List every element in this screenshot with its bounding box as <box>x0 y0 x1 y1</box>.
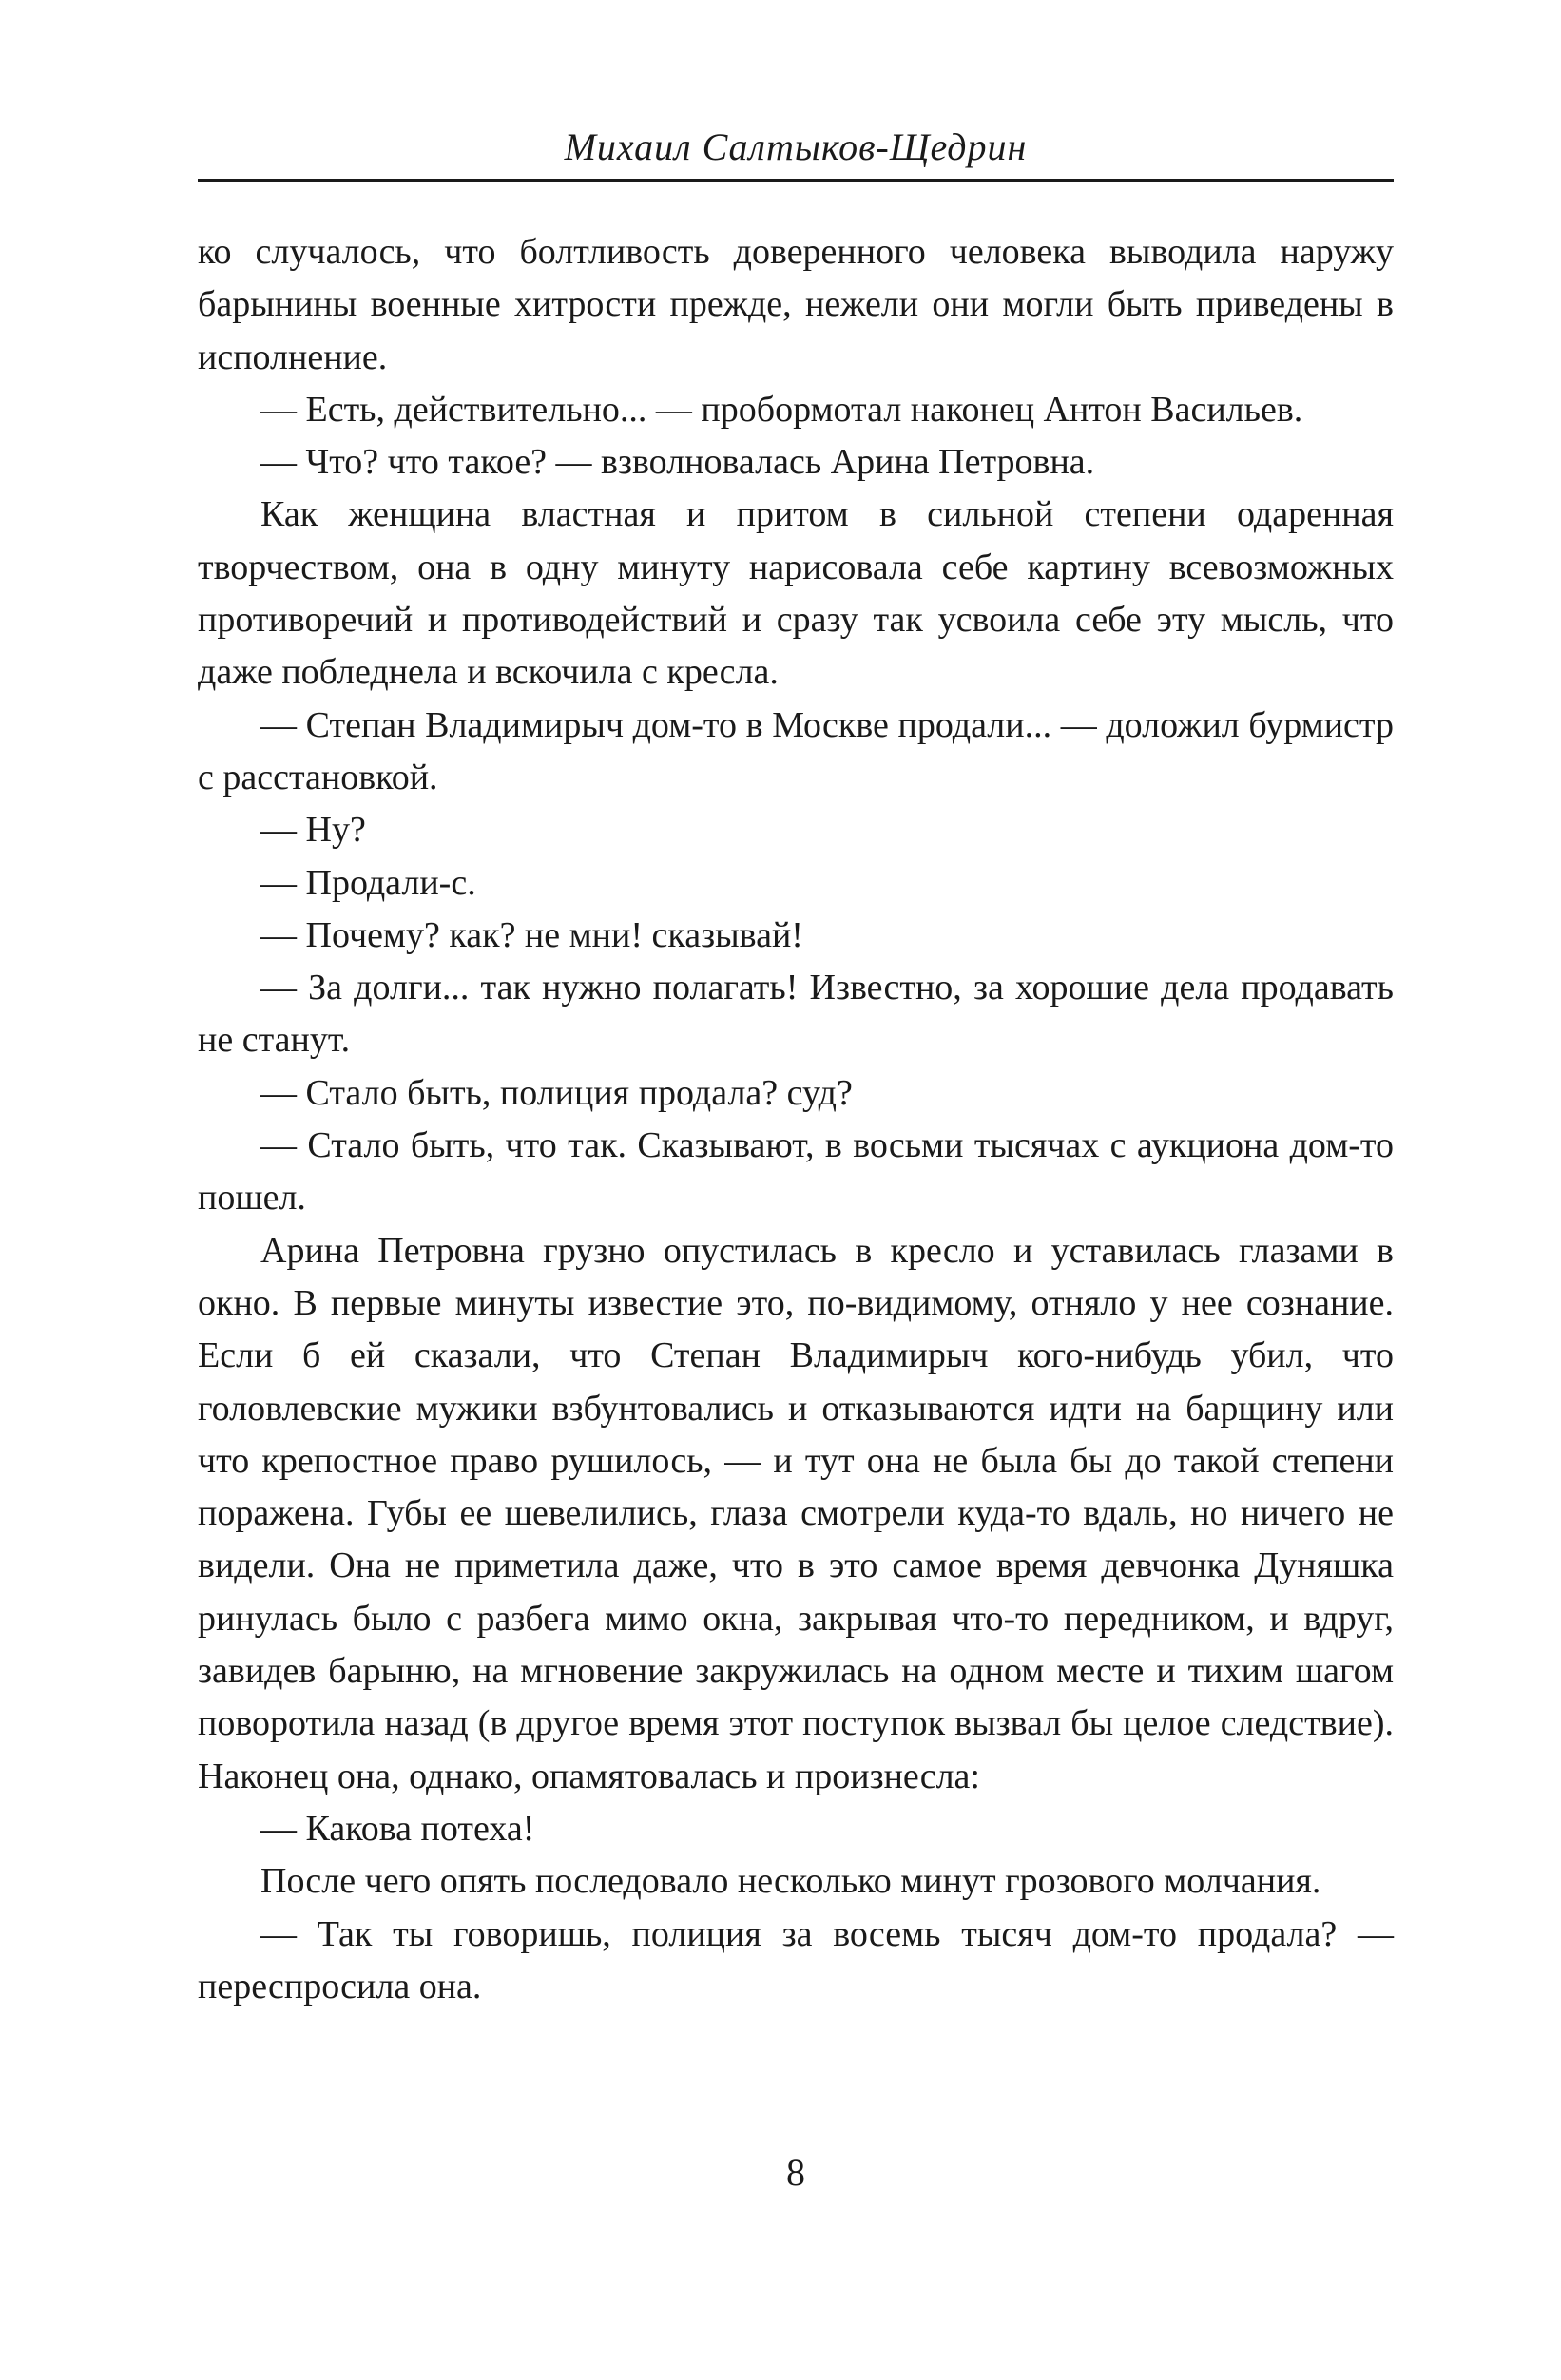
paragraph: ко случалось, что болтливость доверенного человека выводила наружу барынины военные хитрости прежде, нежели они могли быть приведены в исполнение. <box>198 232 1394 377</box>
page-number: 8 <box>786 2151 805 2194</box>
paragraph: — Продали-с. <box>260 862 476 903</box>
paragraph: — Какова потеха! <box>260 1808 535 1849</box>
paragraph: — Стало быть, полиция продала? суд? <box>260 1072 853 1113</box>
paragraph: — Степан Владимирыч дом-то в Москве продали... — доложил бурмистр с расстановкой. <box>198 704 1394 797</box>
running-head-author: Михаил Салтыков-Щедрин <box>564 125 1028 168</box>
paragraph: После чего опять последовало несколько минут грозового молчания. <box>260 1861 1321 1902</box>
paragraph: — Что? что такое? — взволновалась Арина Петровна. <box>260 442 1095 483</box>
paragraph: Арина Петровна грузно опустилась в кресло и уставилась глазами в окно. В первые минуты известие это, по-видимому, отняло у нее сознание. Если б ей сказали, что Степан Владимирыч кого-нибудь убил, что головлевские мужики взбунтовались и отказываются идти на барщину или что крепостное право рушилось, — и тут она не была бы до такой степени поражена. Губы ее шевелились, глаза смотрели куда-то вдаль, но ничего не видели. Она не приметила даже, что в это самое время девчонка Дуняшка ринулась было с разбега мимо окна, закрывая что-то передником, и вдруг, завидев барыню, на мгновение закружилась на одном месте и тихим шагом поворотила назад (в другое время этот поступок вызвал бы целое следствие). Наконец она, однако, опамятовалась и произнесла: <box>198 1230 1394 1796</box>
paragraph: — Ну? <box>260 810 366 851</box>
paragraph: — Есть, действительно... — пробормотал наконец Антон Васильев. <box>260 389 1303 430</box>
paragraph: Как женщина властная и притом в сильной степени одаренная творчеством, она в одну минуту нарисовала себе картину всевозможных противоречий и противодействий и сразу так усвоила себе эту мысль, что даже побледнела и вскочила с кресла. <box>198 494 1394 693</box>
paragraph: — Почему? как? не мни! сказывай! <box>260 914 803 955</box>
paragraph: — Стало быть, что так. Сказывают, в восьми тысячах с аукциона дом-то пошел. <box>198 1125 1394 1219</box>
paragraph: — За долги... так нужно полагать! Известно, за хорошие дела продавать не станут. <box>198 968 1394 1061</box>
body-text <box>198 226 1394 2013</box>
paragraph: — Так ты говоришь, полиция за восемь тысяч дом-то продала? — переспросила она. <box>198 1913 1394 2006</box>
header-rule <box>198 179 1394 182</box>
